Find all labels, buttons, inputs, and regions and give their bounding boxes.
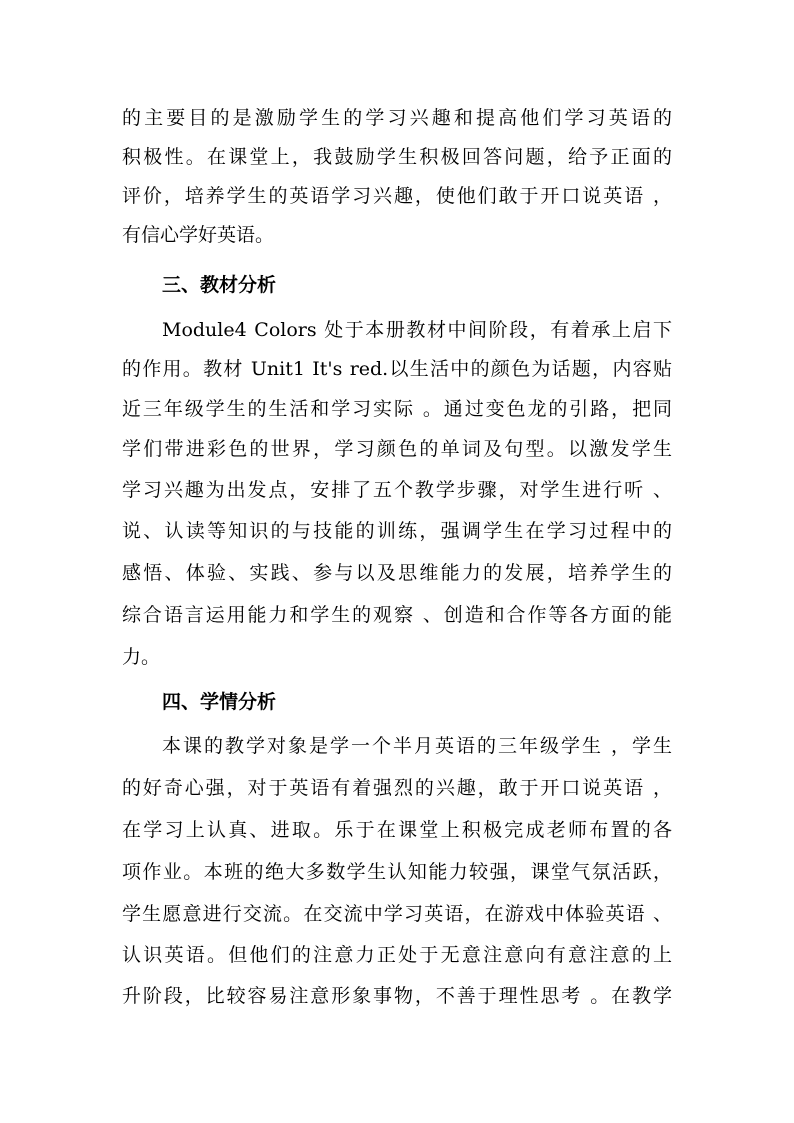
paragraph-line: 本课的教学对象是学一个半月英语的三年级学生 ，学生 — [162, 735, 672, 757]
paragraph-line: 项作业。本班的绝大多数学生认知能力较强，课堂气氛活跃， — [122, 861, 672, 883]
paragraph-line: 近三年级学生的生活和学习实际 。通过变色龙的引路，把同 — [122, 398, 672, 420]
paragraph-line: 学习兴趣为出发点，安排了五个教学步骤，对学生进行听 、 — [122, 479, 672, 501]
paragraph-line: 学生愿意进行交流。在交流中学习英语，在游戏中体验英语 、 — [122, 903, 672, 925]
section-heading-student-analysis: 四、学情分析 — [162, 691, 277, 713]
paragraph-line: 升阶段，比较容易注意形象事物，不善于理性思考 。在教学 — [122, 985, 672, 1007]
paragraph-line: 认识英语。但他们的注意力正处于无意注意向有意注意的上 — [122, 944, 672, 966]
paragraph-line: 的主要目的是激励学生的学习兴趣和提高他们学习英语的 — [122, 107, 672, 129]
paragraph-line: 的作用。教材 Unit1 It's red.以生活中的颜色为话题，内容贴 — [122, 358, 672, 380]
paragraph-line: 感悟、体验、实践、参与以及思维能力的发展，培养学生的 — [122, 562, 672, 584]
paragraph-line: 评价，培养学生的英语学习兴趣，使他们敢于开口说英语 ， — [122, 185, 672, 207]
paragraph-line: Module4 Colors 处于本册教材中间阶段，有着承上启下 — [162, 319, 672, 341]
paragraph-line: 积极性。在课堂上，我鼓励学生积极回答问题，给予正面的 — [122, 146, 672, 168]
section-heading-textbook-analysis: 三、教材分析 — [162, 274, 277, 296]
paragraph-line: 综合语言运用能力和学生的观察 、创造和合作等各方面的能 — [122, 604, 672, 626]
paragraph-line: 在学习上认真、进取。乐于在课堂上积极完成老师布置的各 — [122, 819, 672, 841]
paragraph-line: 力。 — [122, 646, 161, 668]
paragraph-line: 学们带进彩色的世界，学习颜色的单词及句型。以激发学生 — [122, 438, 672, 460]
paragraph-line: 的好奇心强，对于英语有着强烈的兴趣，敢于开口说英语 ， — [122, 777, 672, 799]
paragraph-line: 说、认读等知识的与技能的训练，强调学生在学习过程中的 — [122, 520, 672, 542]
paragraph-line: 有信心学好英语。 — [122, 224, 275, 246]
